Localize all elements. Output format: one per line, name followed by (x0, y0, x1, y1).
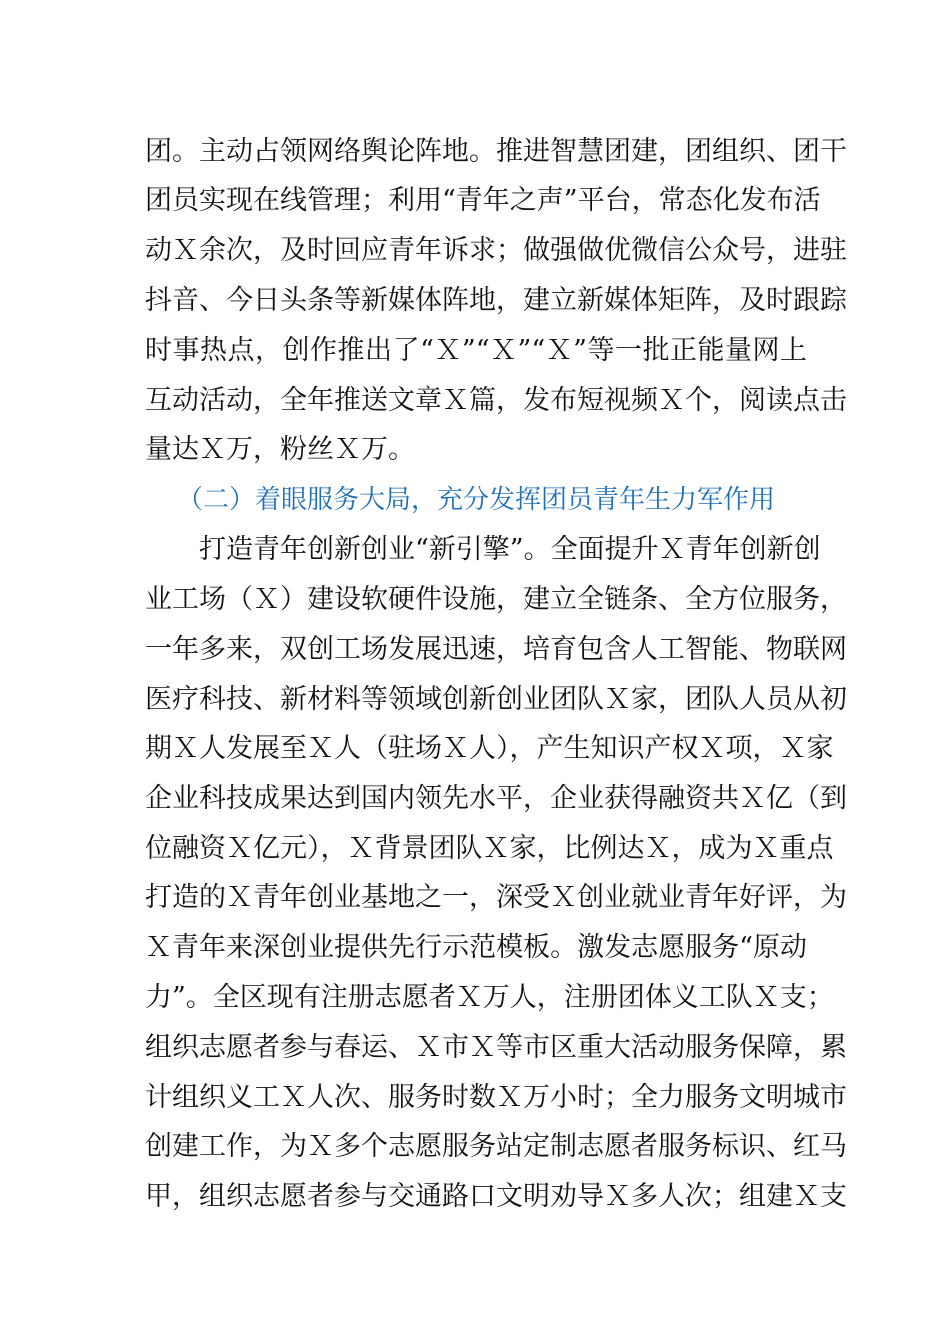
paragraph-line: 量达Ｘ万，粉丝Ｘ万。 (145, 434, 415, 465)
section-heading: （二）着眼服务大局，充分发挥团员青年生力军作用 (176, 485, 775, 515)
paragraph-line: 医疗科技、新材料等领域创新创业团队Ｘ家，团队人员从初 (145, 684, 847, 715)
paragraph-line: 企业科技成果达到国内领先水平，企业获得融资共Ｘ亿（到 (145, 783, 847, 814)
paragraph-line: 时事热点，创作推出了“Ｘ”“Ｘ”“Ｘ”等一批正能量网上 (145, 335, 807, 366)
paragraph-line: 创建工作，为Ｘ多个志愿服务站定制志愿者服务标识、红马 (145, 1131, 847, 1162)
paragraph-line: 期Ｘ人发展至Ｘ人（驻场Ｘ人），产生知识产权Ｘ项，Ｘ家 (145, 733, 834, 764)
paragraph-line: 计组织义工Ｘ人次、服务时数Ｘ万小时；全力服务文明城市 (145, 1082, 847, 1113)
paragraph-line: 打造青年创新创业“新引擎”。全面提升Ｘ青年创新创 (199, 534, 821, 565)
paragraph-line: 团员实现在线管理；利用“青年之声”平台，常态化发布活 (145, 185, 821, 216)
paragraph-line: 一年多来，双创工场发展迅速，培育包含人工智能、物联网 (145, 634, 847, 665)
paragraph-line: 力”。全区现有注册志愿者Ｘ万人，注册团体义工队Ｘ支； (145, 982, 834, 1013)
paragraph-line: 位融资Ｘ亿元），Ｘ背景团队Ｘ家，比例达Ｘ，成为Ｘ重点 (145, 833, 834, 864)
paragraph-line: 业工场（Ｘ）建设软硬件设施，建立全链条、全方位服务， (145, 584, 847, 615)
paragraph-line: 动Ｘ余次，及时回应青年诉求；做强做优微信公众号，进驻 (145, 235, 847, 266)
paragraph-line: 互动活动，全年推送文章Ｘ篇，发布短视频Ｘ个，阅读点击 (145, 385, 847, 416)
paragraph-line: 抖音、今日头条等新媒体阵地，建立新媒体矩阵，及时跟踪 (145, 285, 847, 316)
paragraph-line: 团。主动占领网络舆论阵地。推进智慧团建，团组织、团干 (145, 136, 847, 167)
paragraph-line: Ｘ青年来深创业提供先行示范模板。激发志愿服务“原动 (145, 932, 807, 963)
paragraph-line: 组织志愿者参与春运、Ｘ市Ｘ等市区重大活动服务保障，累 (145, 1032, 847, 1063)
paragraph-line: 打造的Ｘ青年创业基地之一，深受Ｘ创业就业青年好评，为 (145, 882, 847, 913)
paragraph-line: 甲，组织志愿者参与交通路口文明劝导Ｘ多人次；组建Ｘ支 (145, 1181, 847, 1212)
